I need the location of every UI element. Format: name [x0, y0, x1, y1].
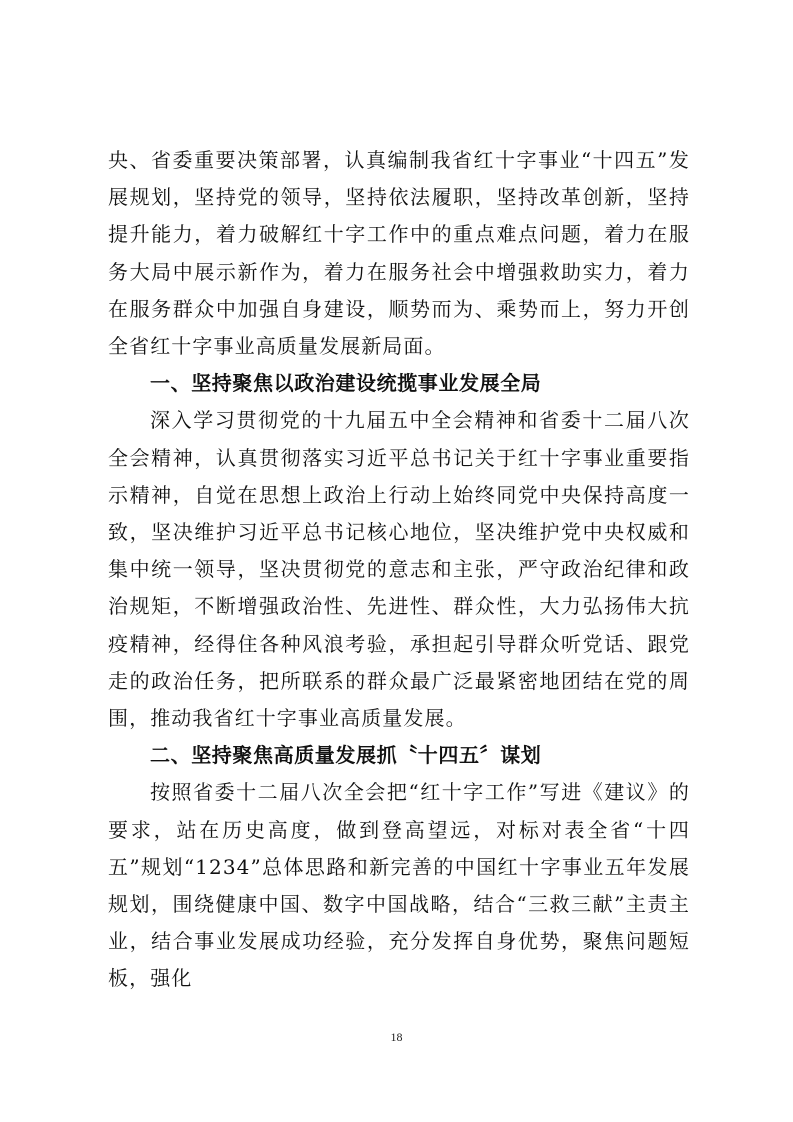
paragraph-section-2: 按照省委十二届八次全会把“红十字工作”写进《建议》的要求，站在历史高度，做到登高望远，对标对表全省“十四五”规划“1234”总体思路和新完善的中国红十字事业五年发展规划，围绕健康中国、数字中国战略，结合“三救三献”主责主业，结合事业发展成功经验，充分发挥自身优势，聚焦问题短板，强化: [108, 780, 690, 991]
paragraph-continued: 央、省委重要决策部署，认真编制我省红十字事业“十四五”发展规划，坚持党的领导，坚持依法履职，坚持改革创新，坚持提升能力，着力破解红十字工作中的重点难点问题，着力在服务大局中展示新作为，着力在服务社会中增强救助实力，着力在服务群众中加强自身建设，顺势而为、乘势而上，努力开创全省红十字事业高质量发展新局面。: [108, 148, 690, 359]
page-number: 18: [390, 1030, 403, 1044]
paragraph-section-1: 深入学习贯彻党的十九届五中全会精神和省委十二届八次全会精神，认真贯彻落实习近平总书记关于红十字事业重要指示精神，自觉在思想上政治上行动上始终同党中央保持高度一致，坚决维护习近平总书记核心地位，坚决维护党中央权威和集中统一领导，坚决贯彻党的意志和主张，严守政治纪律和政治规矩，不断增强政治性、先进性、群众性，大力弘扬伟大抗疫精神，经得住各种风浪考验，承担起引导群众听党话、跟党走的政治任务，把所联系的群众最广泛最紧密地团结在党的周围，推动我省红十字事业高质量发展。: [108, 408, 690, 731]
section-heading-2: 二、坚持聚焦高质量发展抓〝十四五〞谋划: [150, 743, 542, 768]
section-heading-1: 一、坚持聚焦以政治建设统揽事业发展全局: [150, 371, 542, 396]
page-body: [108, 142, 690, 998]
